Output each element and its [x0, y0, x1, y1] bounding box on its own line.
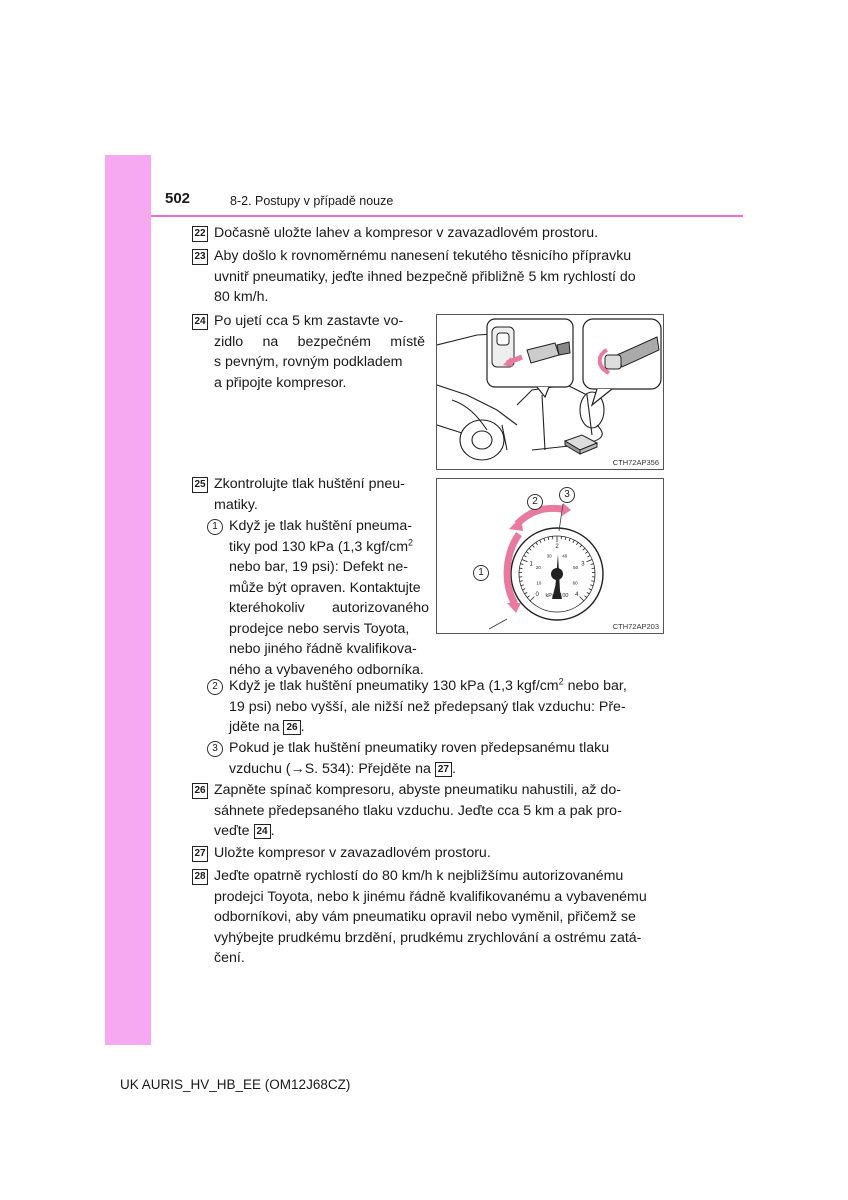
figure-code: CTH72AP356 — [612, 458, 659, 467]
text-line: tiky pod 130 kPa (1,3 kgf/$cm^2$ — [229, 536, 414, 555]
text-line: sáhnete předepsaného tlaku vzduchu. Jeďte cca 5 km a pak pro- — [214, 802, 622, 819]
text-line: Po ujetí cca 5 km zastavte vo- — [214, 313, 404, 329]
text-line: může být opraven. Kontaktujte — [229, 579, 421, 596]
gauge-inner-label: 30 — [546, 553, 552, 559]
step-number-box: 25 — [192, 477, 208, 493]
text-line: Zapněte spínač kompresoru, abyste pneumatiku nahustili, až do- — [214, 782, 621, 798]
step-number-box: 27 — [192, 846, 208, 862]
step-number-box: 24 — [192, 314, 208, 330]
gauge-outer-label: 4 — [575, 591, 579, 598]
text-line: prodejci Toyota, nebo k jinému řádně kvalifikovanému a vybavenému — [214, 888, 647, 905]
text-line: čení. — [214, 950, 245, 966]
text-line: a připojte kompresor. — [214, 374, 347, 391]
step-text — [214, 866, 660, 969]
text-line: ného a vybaveného odborníka. — [229, 661, 424, 678]
text-line: Jeďte opatrně rychlostí do 80 km/h k nejbližšímu autorizovanému — [214, 868, 624, 884]
callout-marker-3: 3 — [559, 487, 575, 503]
section-side-tab — [105, 155, 151, 1045]
step-reference[interactable]: 24 — [254, 824, 271, 839]
step-reference[interactable]: 27 — [435, 762, 452, 777]
gauge-inner-label: 60 — [572, 580, 578, 586]
gauge-unit-label: kPa x100 — [545, 593, 569, 599]
step-text — [229, 676, 661, 738]
step-text: Uložte kompresor v zavazadlovém prostoru. — [214, 845, 491, 861]
gauge-outer-label: 3 — [581, 561, 585, 568]
step-text — [214, 311, 425, 393]
section-title: 8-2. Postupy v případě nouze — [230, 194, 394, 208]
step-number-box: 23 — [192, 249, 208, 265]
document-footer: UK AURIS_HV_HB_EE (OM12J68CZ) — [120, 1077, 351, 1092]
compressor-unit — [565, 435, 597, 454]
pressure-gauge-illustration — [437, 479, 663, 633]
callout-marker-1: 1 — [473, 565, 489, 581]
car-compressor-illustration — [437, 315, 663, 469]
text-line: vzduchu (→S. 534): Přejděte na 27 . — [229, 760, 456, 777]
text-line: veďte 24 . — [214, 823, 275, 839]
step-reference[interactable]: 26 — [283, 720, 300, 735]
text-line: prodejce nebo servis Toyota, — [229, 620, 410, 637]
text-line: s pevným, rovným podkladem — [214, 354, 403, 370]
text-line: Když je tlak huštění pneuma- — [229, 518, 412, 534]
figure-car-compressor — [436, 314, 664, 470]
text-line: 19 psi) nebo vyšší, ale nižší než předepsaný tlak vzduchu: Pře- — [229, 698, 626, 715]
circled-number-3: 3 — [207, 741, 223, 757]
step-text: Dočasně uložte lahev a kompresor v zavazadlovém prostoru. — [214, 225, 599, 241]
gauge-outer-label: 1 — [529, 561, 533, 568]
header-rule — [151, 215, 743, 217]
text-line: Zkontrolujte tlak huštění pneu- — [214, 476, 405, 492]
figure-pressure-gauge — [436, 478, 664, 634]
step-number-box: 28 — [192, 869, 208, 885]
step-text — [214, 780, 660, 842]
text-line: matiky. — [214, 496, 258, 513]
text-line: kteréhokoliv autorizovaného — [229, 600, 429, 616]
circled-number-2: 2 — [207, 679, 223, 695]
text-line: Pokud je tlak huštění pneumatiky roven předepsanému tlaku — [229, 740, 610, 756]
text-line: Aby došlo k rovnoměrnému nanesení tekutého těsnicího přípravku — [214, 248, 632, 264]
step-number-box: 26 — [192, 783, 208, 799]
step-text — [229, 516, 429, 680]
step-text — [229, 738, 661, 779]
text-line: uvnitř pneumatiky, jeďte ihned bezpečně přibližně 5 km rychlostí do — [214, 268, 636, 285]
gauge-inner-label: 50 — [573, 564, 579, 570]
text-line: vyhýbejte prudkému brzdění, prudkému zrychlování a ostrému zatá- — [214, 929, 642, 946]
text-line: odborníkovi, aby vám pneumatiku opravil nebo vyměnil, přičemž se — [214, 909, 636, 925]
step-text — [214, 474, 425, 515]
circled-number-1: 1 — [207, 519, 223, 535]
step-text — [214, 246, 662, 308]
text-line: jděte na 26 . — [229, 719, 305, 735]
text-line: nebo bar, 19 psi): Defekt ne- — [229, 559, 409, 575]
page-number: 502 — [165, 190, 191, 207]
gauge-inner-label: 10 — [536, 580, 542, 586]
figure-code: CTH72AP203 — [612, 622, 659, 631]
text-line: zidlo na bezpečném místě — [214, 333, 425, 350]
gauge-inner-label: 40 — [562, 553, 568, 559]
callout-marker-2: 2 — [527, 494, 543, 510]
text-line: Když je tlak huštění pneumatiky 130 kPa (1,3 kgf/$cm^2$ nebo bar, — [229, 676, 627, 694]
gauge-inner-label: 20 — [535, 564, 541, 570]
gauge-hub — [551, 568, 563, 580]
gauge-outer-label: 0 — [535, 591, 539, 598]
text-line: 80 km/h. — [214, 289, 269, 305]
step-number-box: 22 — [192, 226, 208, 242]
text-line: nebo jiného řádně kvalifikova- — [229, 641, 417, 657]
arrow-range — [517, 508, 562, 524]
gauge-outer-label: 2 — [555, 544, 559, 550]
